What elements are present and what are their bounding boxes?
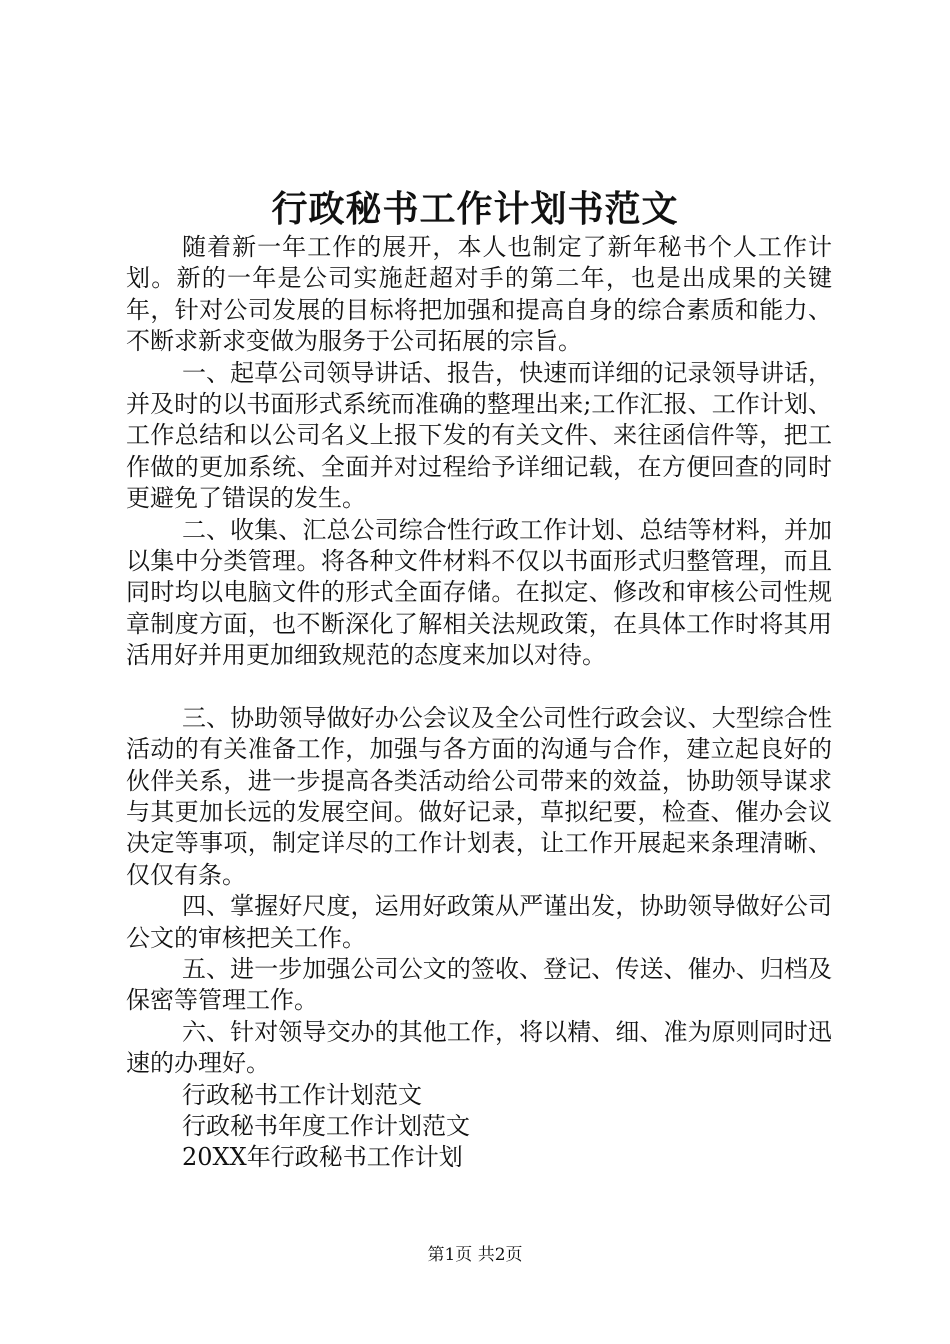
paragraph-spacer (126, 672, 832, 703)
paragraph-intro: 随着新一年工作的展开，本人也制定了新年秘书个人工作计划。新的一年是公司实施赶超对手的第二年，也是出成果的关键年，针对公司发展的目标将把加强和提高自身的综合素质和能力、不断求新求变做为服务于公司拓展的宗旨。 (126, 233, 832, 356)
paragraph-item-4: 四、掌握好尺度，运用好政策从严谨出发，协助领导做好公司公文的审核把关工作。 (126, 892, 832, 952)
paragraph-item-3: 三、协助领导做好办公会议及全公司性行政会议、大型综合性活动的有关准备工作，加强与各方面的沟通与合作，建立起良好的伙伴关系，进一步提高各类活动给公司带来的效益，协助领导谋求与其更加长远的发展空间。做好记录，草拟纪要，检查、催办会议决定等事项，制定详尽的工作计划表，让工作开展起来条理清晰、仅仅有条。 (126, 703, 832, 889)
related-link-2[interactable]: 行政秘书年度工作计划范文 (182, 1111, 470, 1140)
paragraph-item-1: 一、起草公司领导讲话、报告，快速而详细的记录领导讲话，并及时的以书面形式系统而准确的整理出来;工作汇报、工作计划、工作总结和以公司名义上报下发的有关文件、来往函信件等，把工作做的更加系统、全面并对过程给予详细记载，在方便回查的同时更避免了错误的发生。 (126, 358, 832, 513)
page-indicator: 第1页 共2页 (427, 1245, 523, 1265)
paragraph-item-5: 五、进一步加强公司公文的签收、登记、传送、催办、归档及保密等管理工作。 (126, 954, 832, 1015)
related-link-1[interactable]: 行政秘书工作计划范文 (182, 1080, 422, 1109)
paragraph-item-2: 二、收集、汇总公司综合性行政工作计划、总结等材料，并加以集中分类管理。将各种文件材料不仅以书面形式归整管理，而且同时均以电脑文件的形式全面存储。在拟定、修改和审核公司性规章制度方面，也不断深化了解相关法规政策，在具体工作时将其用活用好并用更加细致规范的态度来加以对待。 (126, 515, 832, 670)
document-body (126, 232, 832, 1174)
document-title: 行政秘书工作计划书范文 (271, 188, 679, 230)
paragraph-item-6: 六、针对领导交办的其他工作，将以精、细、准为原则同时迅速的办理好。 (126, 1017, 832, 1078)
related-link-3[interactable]: 20XX年行政秘书工作计划 (182, 1143, 463, 1172)
